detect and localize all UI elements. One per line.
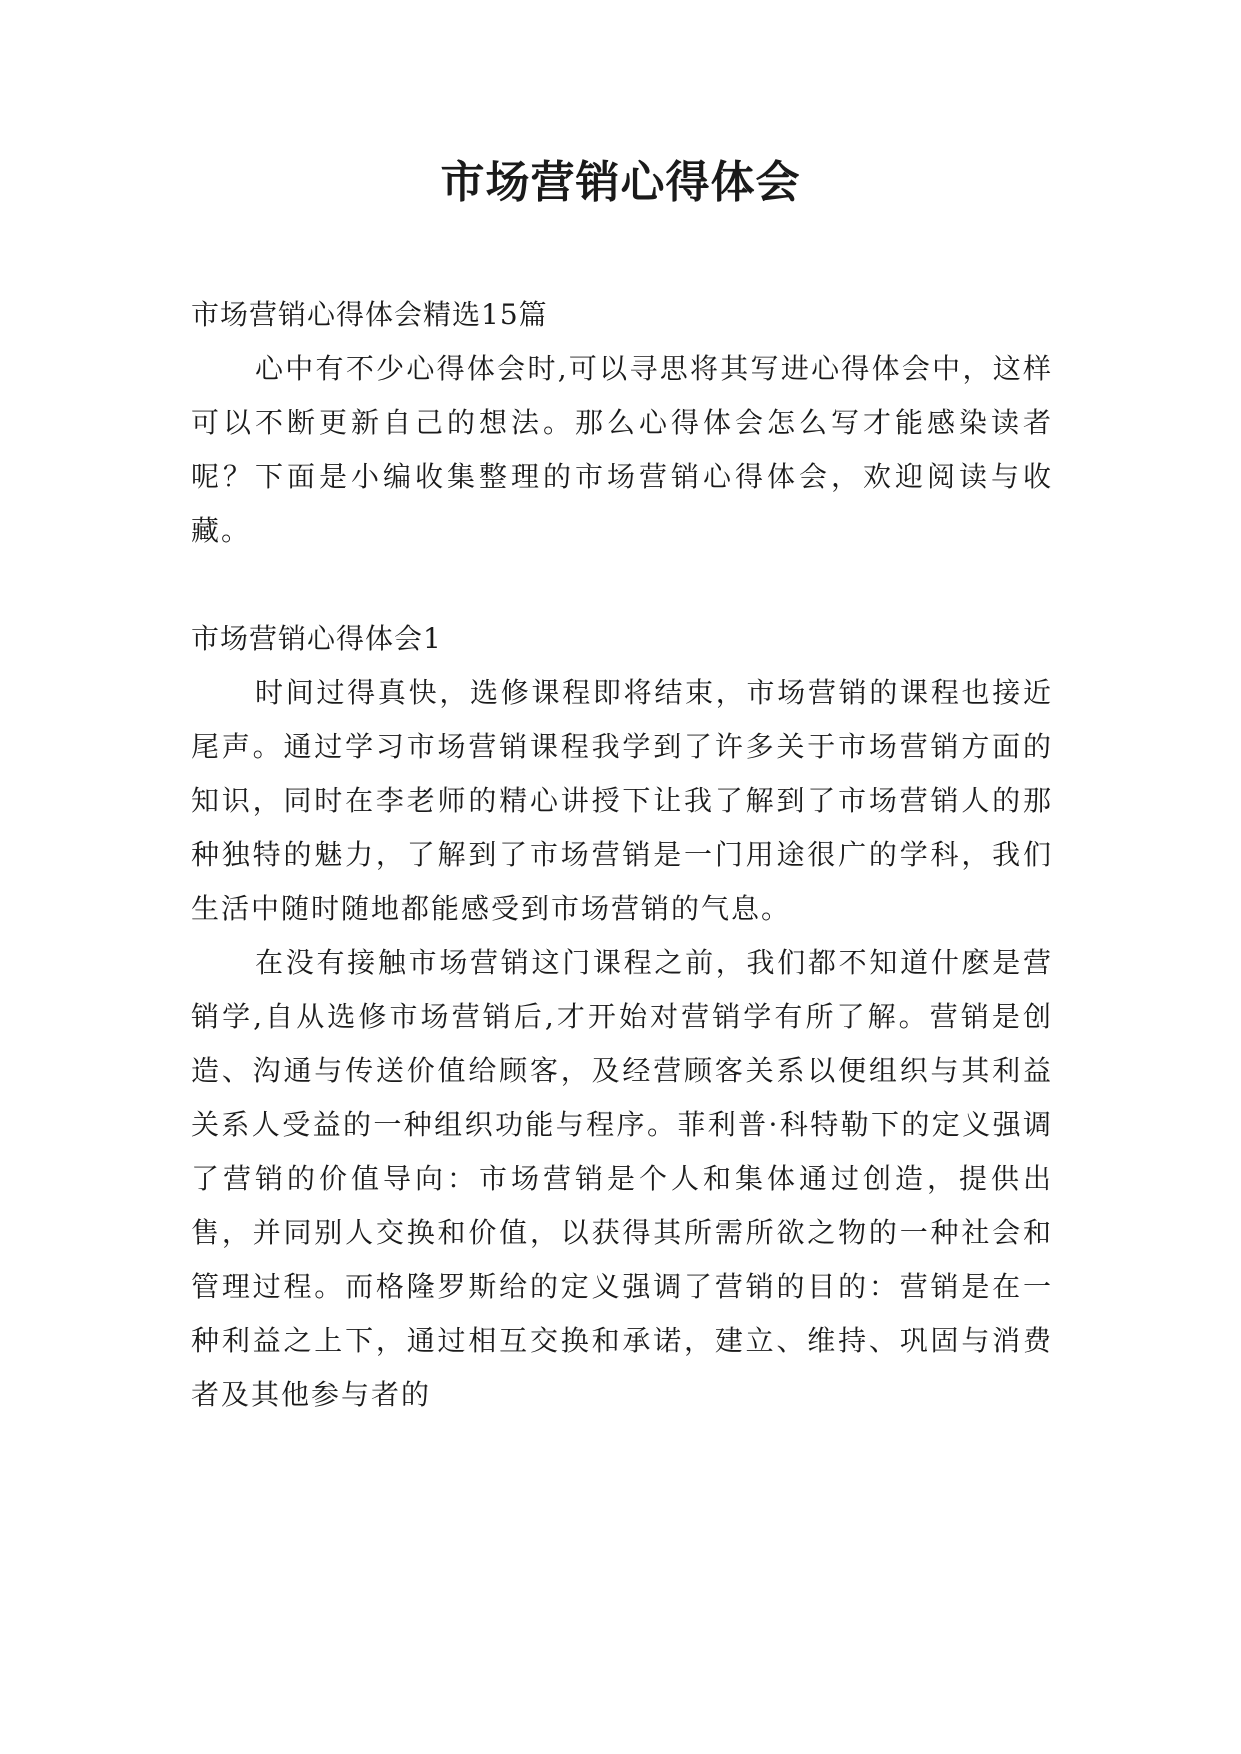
body-paragraph: 时间过得真快，选修课程即将结束，市场营销的课程也接近尾声。通过学习市场营销课程我学到了许多关于市场营销方面的知识，同时在李老师的精心讲授下让我了解到了市场营销人的那种独特的魅力，了解到了市场营销是一门用途很广的学科，我们生活中随时随地都能感受到市场营销的气息。 <box>191 676 1053 925</box>
intro-paragraph: 心中有不少心得体会时,可以寻思将其写进心得体会中，这样可以不断更新自己的想法。那么心得体会怎么写才能感染读者呢？下面是小编收集整理的市场营销心得体会，欢迎阅读与收藏。 <box>191 352 1053 547</box>
section-spacer <box>191 558 1053 612</box>
document-title: 市场营销心得体会 <box>440 157 801 208</box>
document-body <box>191 288 1053 1422</box>
body-paragraph: 在没有接触市场营销这门课程之前，我们都不知道什麽是营销学,自从选修市场营销后,才开始对营销学有所了解。营销是创造、沟通与传送价值给顾客，及经营顾客关系以便组织与其利益关系人受益的一种组织功能与程序。菲利普·科特勒下的定义强调了营销的价值导向：市场营销是个人和集体通过创造，提供出售，并同别人交换和价值，以获得其所需所欲之物的一种社会和管理过程。而格隆罗斯给的定义强调了营销的目的：营销是在一种利益之上下，通过相互交换和承诺，建立、维持、巩固与消费者及其他参与者的 <box>191 946 1053 1411</box>
document-subtitle: 市场营销心得体会精选15篇 <box>191 298 548 331</box>
section-heading: 市场营销心得体会1 <box>191 622 442 655</box>
